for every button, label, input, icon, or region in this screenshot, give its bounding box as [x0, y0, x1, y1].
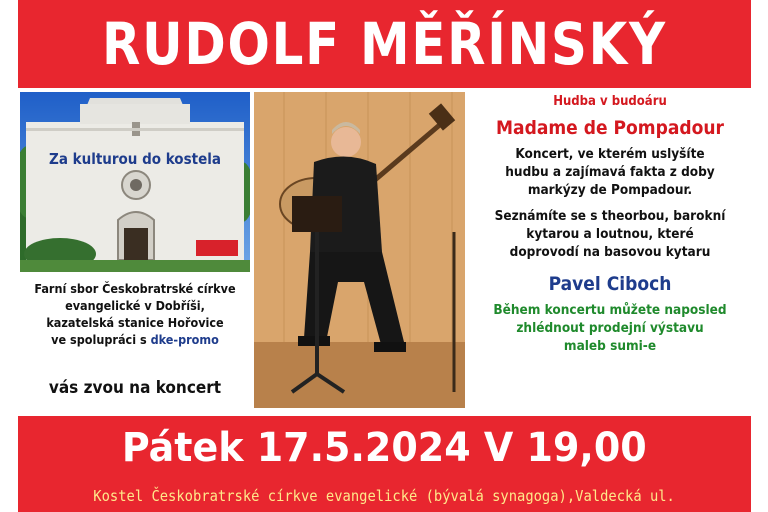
- promo-name: dke-promo: [150, 332, 219, 347]
- guest-name: Pavel Ciboch: [548, 273, 672, 295]
- musician-illustration: [254, 92, 465, 408]
- concert-info: [470, 92, 750, 355]
- instrument-description: [470, 207, 750, 261]
- event-venue: Kostel Českobratrské církve evangelické (bývalá synagoga),Valdecká ul.: [93, 487, 676, 505]
- exhibition-note: [470, 301, 750, 355]
- church-caption: Za kulturou do kostela: [49, 150, 221, 168]
- organizer-line-4: [18, 331, 252, 348]
- note-line: zhlédnout prodejní výstavu: [516, 320, 704, 336]
- invite-text: vás zvou na koncert: [48, 378, 222, 398]
- event-datetime: Pátek 17.5.2024 V 19,00: [122, 425, 647, 471]
- note-line: maleb sumi-e: [563, 338, 657, 354]
- church-photo: [20, 92, 250, 272]
- organizer-line-3: kazatelská stanice Hořovice: [46, 315, 224, 330]
- date-band: [18, 416, 751, 512]
- concert-description: [470, 145, 750, 199]
- page-title: RUDOLF MĚŘÍNSKÝ: [102, 10, 667, 78]
- description-line: hudbu a zajímavá fakta z doby: [505, 164, 715, 180]
- organizer-line-2: evangelické v Dobříši,: [65, 298, 205, 313]
- concert-subtitle: Hudba v budoáru: [553, 94, 667, 109]
- musician-photo: [254, 92, 465, 408]
- title-band: [18, 0, 751, 88]
- organizer-text: [18, 280, 252, 348]
- cooperation-prefix: ve spolupráci s: [51, 332, 151, 347]
- description-line: Seznámíte se s theorbou, barokní: [494, 208, 726, 224]
- note-line: Během koncertu můžete naposled: [493, 302, 727, 318]
- description-line: markýzy de Pompadour.: [527, 182, 693, 198]
- description-line: doprovodí na basovou kytaru: [509, 244, 711, 260]
- concert-headline: Madame de Pompadour: [496, 117, 724, 139]
- description-line: kytarou a loutnou, které: [526, 226, 694, 242]
- description-line: Koncert, ve kterém uslyšíte: [515, 146, 705, 162]
- organizer-line-1: Farní sbor Českobratrské církve: [34, 281, 236, 296]
- church-illustration: [20, 92, 250, 272]
